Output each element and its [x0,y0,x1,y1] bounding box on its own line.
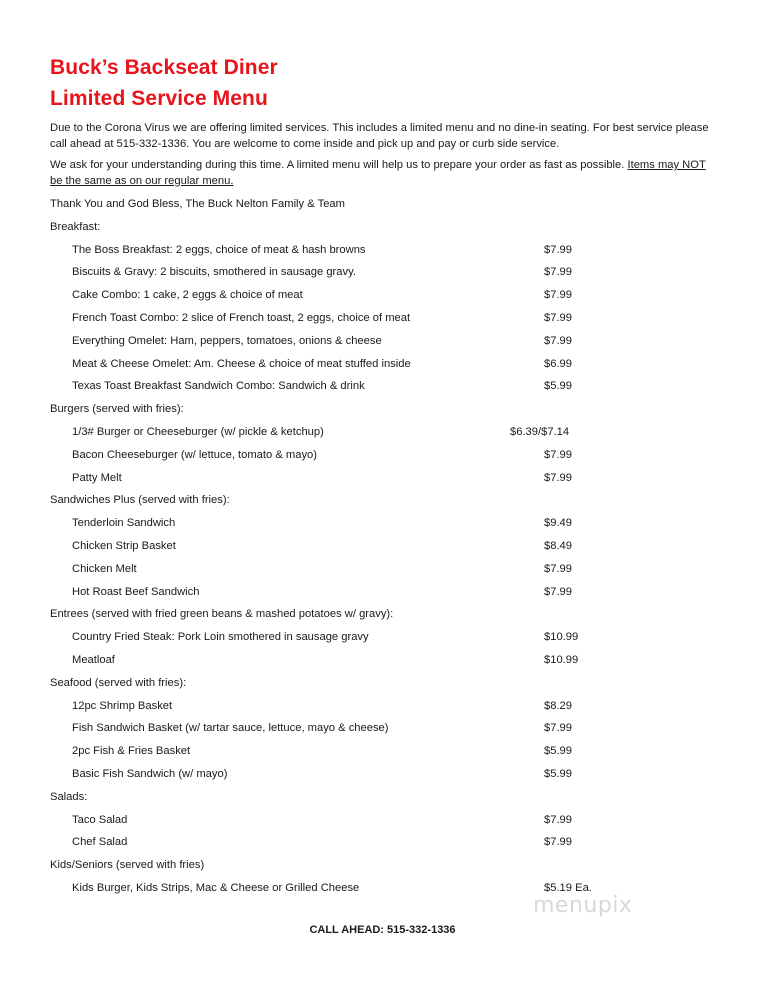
menu-item-name: Meatloaf [72,653,115,666]
menu-item-name: Hot Roast Beef Sandwich [72,585,200,598]
menu-item-name: French Toast Combo: 2 slice of French toast, 2 eggs, choice of meat [72,311,411,324]
menu-item [50,512,715,535]
menu-item-price: $8.29 [544,699,572,712]
intro-paragraph: Due to the Corona Virus we are offering limited services. This includes a limited menu and no dine-in seating. For best service please call ahead at 515-332-1336. You are welcome to come inside and pick up and pay or curb side service. [50,122,709,150]
menu-item [50,239,715,262]
menu-title: Limited Service Menu [50,87,268,110]
menu-item-price: $7.99 [544,289,572,302]
menu-item-price: $5.99 [544,767,572,780]
menu-item [50,444,715,467]
menu-item [50,261,715,284]
menupix-watermark: menupix [533,893,633,918]
menu-item-name: Cake Combo: 1 cake, 2 eggs & choice of meat [72,289,303,302]
section-heading: Breakfast: [50,220,101,233]
section-heading: Kids/Seniors (served with fries) [50,859,205,872]
menu-item-price: $7.99 [544,266,572,279]
menu-item-name: 12pc Shrimp Basket [72,699,173,712]
menu-item-name: Kids Burger, Kids Strips, Mac & Cheese or Grilled Cheese [72,881,360,894]
menu-item-name: Taco Salad [72,813,128,826]
menu-item-price: $7.99 [544,334,572,347]
menu-item [50,717,715,740]
menu-item [50,649,715,672]
menu-item-name: Chef Salad [72,836,128,849]
menu-item [50,740,715,763]
menu-page [50,52,715,900]
menu-item-name: Fish Sandwich Basket (w/ tartar sauce, lettuce, mayo & cheese) [72,722,389,735]
menu-item-name: Everything Omelet: Ham, peppers, tomatoes, onions & cheese [72,334,382,347]
menu-item-price: $10.99 [544,653,579,666]
section-heading: Seafood (served with fries): [50,676,187,689]
notice-text: We ask for your understanding during this time. A limited menu will help us to prepare your order as fast as possible. [50,159,628,171]
menu-item-name: Chicken Melt [72,562,137,575]
menu-item [50,581,715,604]
section-heading: Burgers (served with fries): [50,403,184,416]
menu-item [50,763,715,786]
menu-item [50,353,715,376]
menu-item-name: Bacon Cheeseburger (w/ lettuce, tomato & mayo) [72,448,317,461]
menu-item-price: $6.39/$7.14 [510,425,570,438]
menu-item-price: $7.99 [544,813,572,826]
section-heading: Sandwiches Plus (served with fries): [50,494,230,507]
menu-item [50,330,715,353]
menu-item-name: Country Fried Steak: Pork Loin smothered in sausage gravy [72,631,369,644]
menu-item-name: Texas Toast Breakfast Sandwich Combo: Sandwich & drink [72,380,365,393]
menu-item-price: $7.99 [544,448,572,461]
menu-item [50,831,715,854]
menu-item-name: 2pc Fish & Fries Basket [72,745,191,758]
section-heading: Salads: [50,790,88,803]
menu-item-price: $9.49 [544,517,572,530]
menu-item-price: $8.49 [544,539,572,552]
call-ahead-footer: CALL AHEAD: 515-332-1336 [309,924,456,936]
menu-item-name: Tenderloin Sandwich [72,517,176,530]
menu-item [50,626,715,649]
menu-item [50,809,715,832]
section-heading: Entrees (served with fried green beans & mashed potatoes w/ gravy): [50,608,394,621]
menu-item [50,421,715,444]
menu-item-price: $7.99 [544,585,572,598]
menu-item-price: $7.99 [544,243,572,256]
notice-paragraph [50,158,715,189]
menu-item [50,535,715,558]
menu-item-name: The Boss Breakfast: 2 eggs, choice of meat & hash browns [72,243,366,256]
restaurant-name: Buck’s Backseat Diner [50,56,278,79]
menu-item-price: $7.99 [544,562,572,575]
menu-item-name: 1/3# Burger or Cheeseburger (w/ pickle & ketchup) [72,425,324,438]
menu-item-price: $10.99 [544,631,579,644]
menu-item [50,284,715,307]
menu-item-name: Patty Melt [72,471,122,484]
menu-item-name: Meat & Cheese Omelet: Am. Cheese & choice of meat stuffed inside [72,357,411,370]
menu-item-price: $6.99 [544,357,572,370]
menu-item [50,375,715,398]
menu-item-price: $5.99 [544,380,572,393]
menu-item-price: $7.99 [544,722,572,735]
menu-item-name: Basic Fish Sandwich (w/ mayo) [72,767,228,780]
menu-sections [50,216,715,900]
menu-item-name: Biscuits & Gravy: 2 biscuits, smothered in sausage gravy. [72,266,356,279]
menu-item-name: Chicken Strip Basket [72,539,176,552]
menu-item-price: $5.99 [544,745,572,758]
menu-item-price: $5.19 Ea. [544,881,592,894]
menu-item [50,467,715,490]
menu-item-price: $7.99 [544,311,572,324]
menu-item-price: $7.99 [544,836,572,849]
menu-item [50,307,715,330]
thanks-line: Thank You and God Bless, The Buck Nelton Family & Team [50,198,345,210]
menu-item [50,558,715,581]
menu-item-price: $7.99 [544,471,572,484]
menu-item [50,695,715,718]
notice-underlined-text: Items may NOT be the same as on our regular menu. [50,159,706,187]
